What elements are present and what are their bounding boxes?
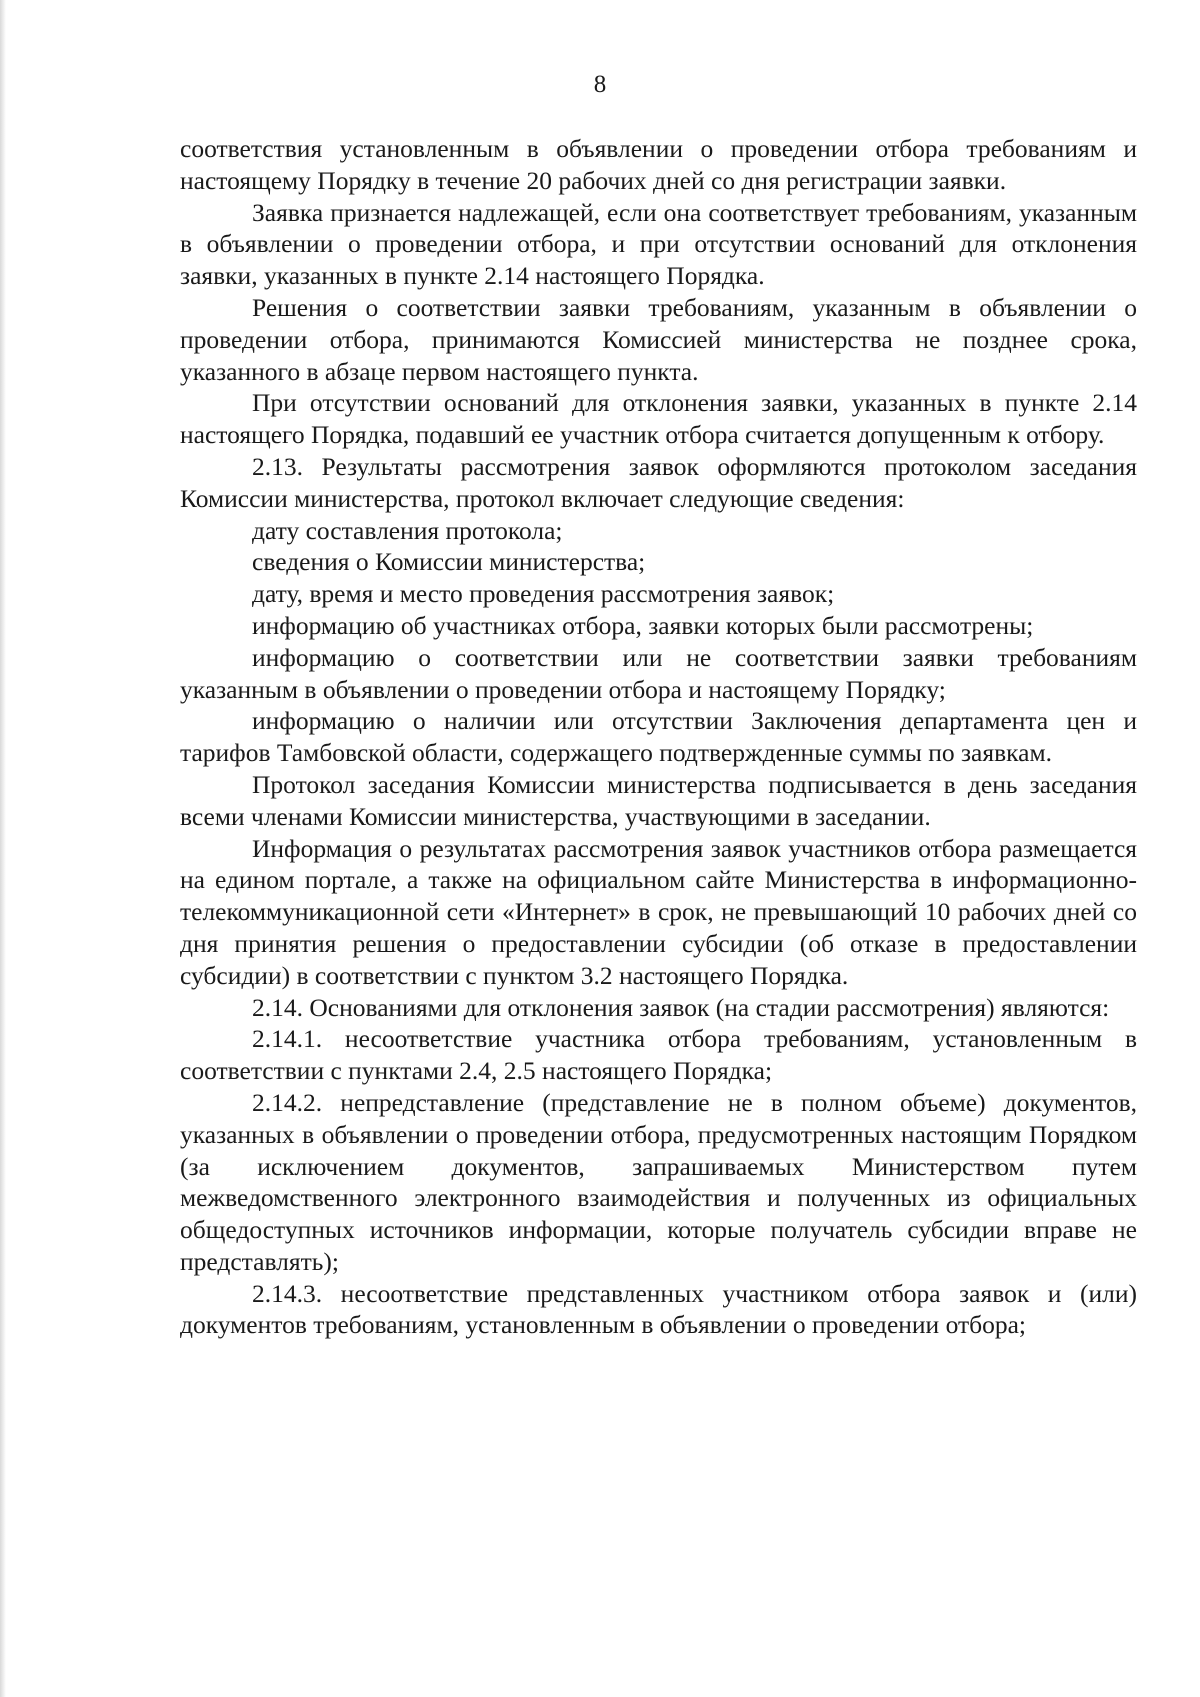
- paragraph-compliance-decisions: Решения о соответствии заявки требованиям, указанным в объявлении о проведении отбора, принимаются Комиссией министерства не позднее срока, указанного в абзаце первом настоящего пункта.: [180, 292, 1137, 386]
- paragraph-clause-2-14-1: 2.14.1. несоответствие участника отбора требованиям, установленным в соответствии с пунктами 2.4, 2.5 настоящего Порядка;: [180, 1024, 1137, 1086]
- list-item-date-time-place: дату, время и место проведения рассмотрения заявок;: [252, 579, 835, 609]
- paragraph-application-proper: Заявка признается надлежащей, если она соответствует требованиям, указанным в объявлении о проведении отбора, и при отсутствии оснований для отклонения заявки, указанных в пункте 2.14 настоящего Порядка.: [180, 197, 1137, 291]
- document-body: [180, 133, 1137, 1341]
- paragraph-admission: При отсутствии оснований для отклонения заявки, указанных в пункте 2.14 настоящего Порядка, подавший ее участник отбора считается допущенным к отбору.: [180, 388, 1137, 450]
- page-number: 8: [593, 71, 607, 98]
- list-item-protocol-date: дату составления протокола;: [252, 515, 563, 545]
- paragraph-results-publication: Информация о результатах рассмотрения заявок участников отбора размещается на едином портале, а также на официальном сайте Министерства в информационно-телекоммуникационной сети «Интернет» в срок, не превышающий 10 рабочих дней со дня принятия решения о предоставлении субсидии (об отказе в предоставлении субсидии) в соответствии с пунктом 3.2 настоящего Порядка.: [180, 833, 1137, 990]
- paragraph-clause-2-13: 2.13. Результаты рассмотрения заявок оформляются протоколом заседания Комиссии министерства, протокол включает следующие сведения:: [180, 451, 1137, 513]
- list-item-conclusion-info: информацию о наличии или отсутствии Заключения департамента цен и тарифов Тамбовской области, содержащего подтвержденные суммы по заявкам.: [180, 706, 1137, 768]
- list-item-compliance-info: информацию о соответствии или не соответствии заявки требованиям указанным в объявлении о проведении отбора и настоящему Порядку;: [180, 642, 1137, 704]
- paragraph-clause-2-14: 2.14. Основаниями для отклонения заявок (на стадии рассмотрения) являются:: [252, 992, 1110, 1022]
- paragraph-clause-2-14-3: 2.14.3. несоответствие представленных участником отбора заявок и (или) документов требованиям, установленным в объявлении о проведении отбора;: [180, 1278, 1137, 1340]
- paragraph-protocol-signing: Протокол заседания Комиссии министерства подписывается в день заседания всеми членами Комиссии министерства, участвующими в заседании.: [180, 769, 1137, 831]
- scan-edge-shadow: [0, 0, 6, 1697]
- list-item-participants: информацию об участниках отбора, заявки которых были рассмотрены;: [252, 610, 1034, 640]
- list-item-commission-info: сведения о Комиссии министерства;: [252, 547, 646, 577]
- paragraph-continuation: соответствия установленным в объявлении о проведении отбора требованиям и настоящему Порядку в течение 20 рабочих дней со дня регистрации заявки.: [180, 134, 1137, 195]
- paragraph-clause-2-14-2: 2.14.2. непредставление (представление не в полном объеме) документов, указанных в объявлении о проведении отбора, предусмотренных настоящим Порядком (за исключением документов, запрашиваемых Министерством путем межведомственного электронного взаимодействия и полученных из официальных общедоступных источников информации, которые получатель субсидии вправе не представлять);: [180, 1087, 1137, 1276]
